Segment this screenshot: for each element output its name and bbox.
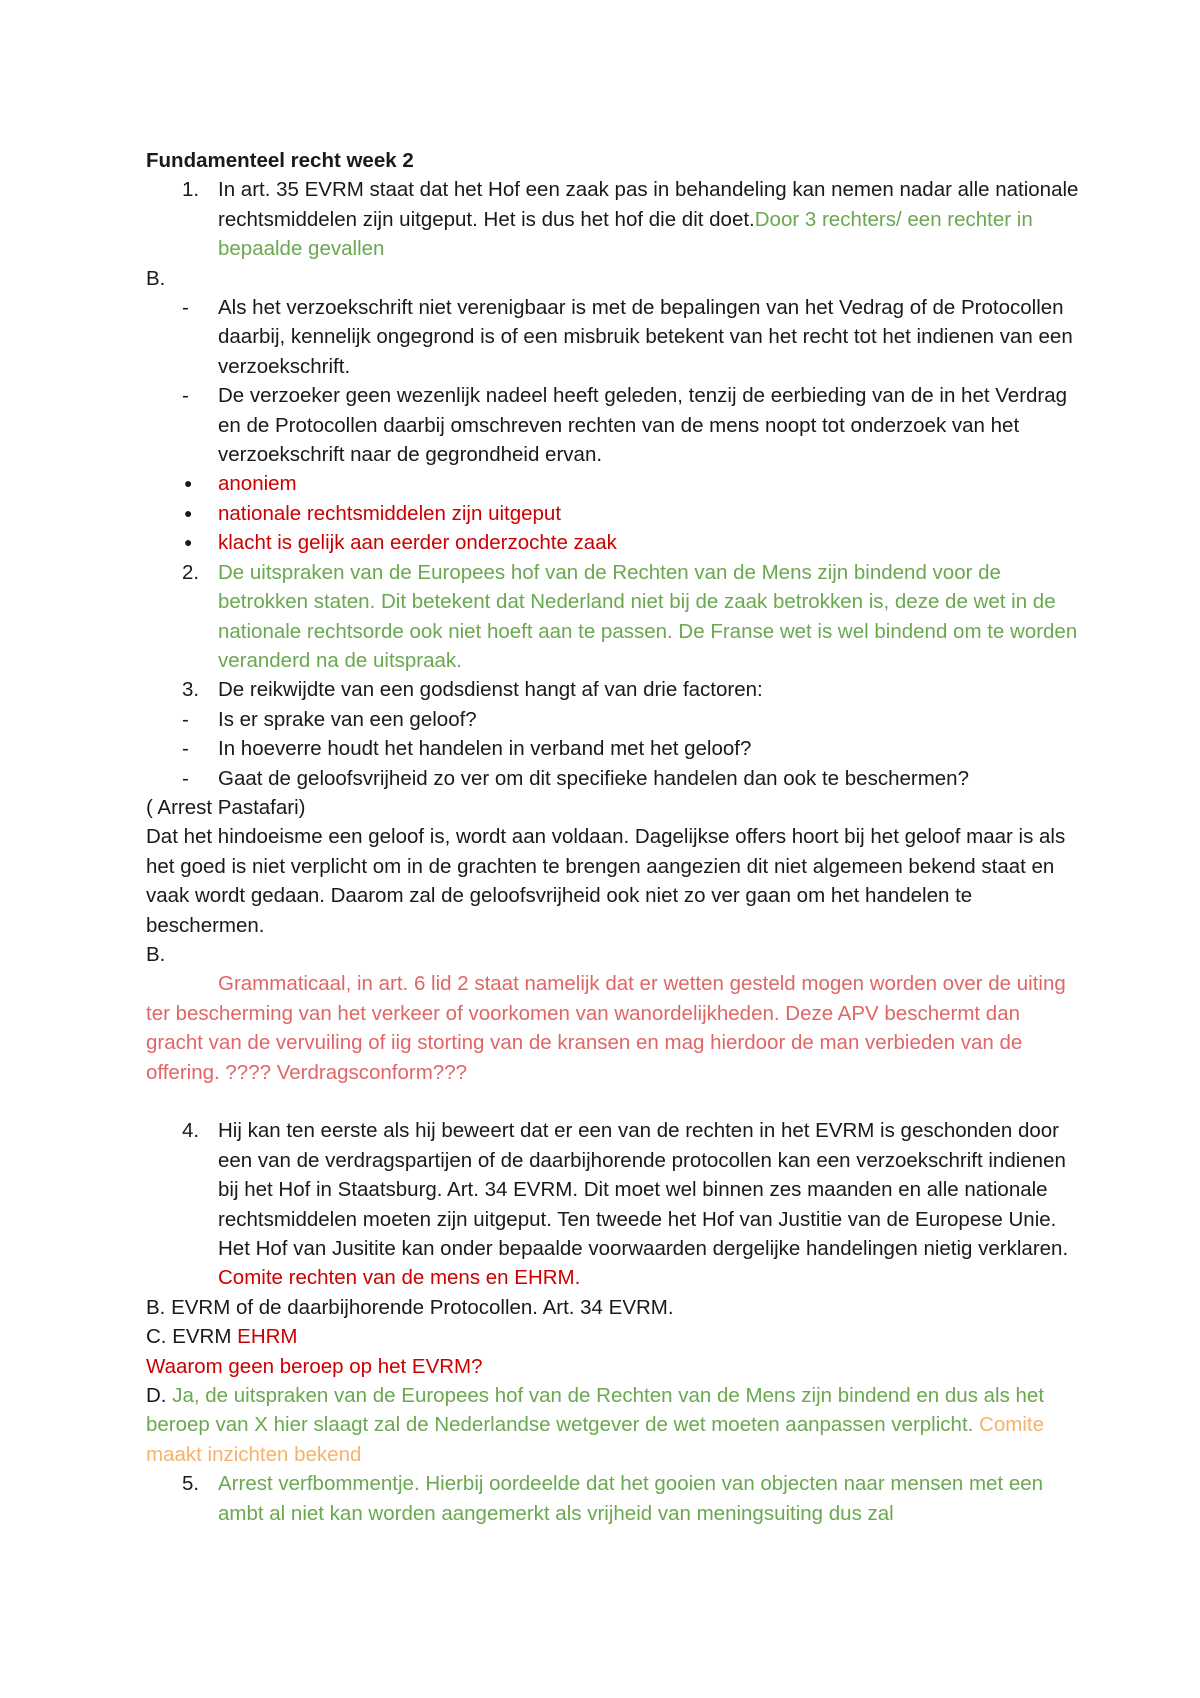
bullet-item-text: anoniem [218,472,297,496]
bullet-item-text: nationale rechtsmiddelen zijn uitgeput [218,501,562,525]
item2-text: De uitspraken van de Europees hof van de Rechten van de Mens zijn bindend voor de betrokken staten. Dit betekent dat Nederland niet bij de zaak betrokken is, deze de wet in de nationale rechtsorde ook niet hoeft aan te passen. De Franse wet is wel bindend om te worden veranderd na de uitspraak. [218,560,1078,672]
dash-marker: - [182,296,189,320]
list-marker: 1. [182,178,200,202]
dash-item [146,734,1080,763]
item3-text: De reikwijdte van een godsdienst hangt af van drie factoren: [218,678,763,702]
list-marker: 2. [182,560,200,584]
answer-d-label: D. [146,1384,167,1408]
dash-item-text: In hoeverre houdt het handelen in verband met het geloof? [218,737,752,761]
answer-d [146,1381,1080,1469]
dash-marker: - [182,737,189,761]
list-item-2 [146,558,1080,676]
list-marker: 5. [182,1472,200,1496]
bullet-icon: ● [184,475,193,492]
dash-item [146,381,1080,469]
bullet-icon: ● [184,534,193,551]
paragraph-grammaticaal: Grammaticaal, in art. 6 lid 2 staat namelijk dat er wetten gesteld mogen worden over de uiting ter bescherming van het verkeer of voorkomen van wanordelijkheden. Deze APV beschermt dan gracht van de vervuiling of iig storting van de kransen en mag hierdoor de man verbieden van de offering. ???? Verdragsconform??? [146,972,1066,1084]
section-b-label: B. [146,942,166,966]
list-item-3 [146,675,1080,704]
item1-comment: Door 3 rechters/ een rechter in bepaalde gevallen [218,207,1033,261]
answer-c-comment: EHRM [237,1325,298,1349]
list-item-5 [146,1469,1080,1528]
answer-b: B. EVRM of de daarbijhorende Protocollen. Art. 34 EVRM. [146,1295,674,1319]
blank-line [146,1087,1080,1116]
dash-item [146,705,1080,734]
dash-marker: - [182,766,189,790]
dash-item [146,293,1080,381]
dash-item-text: Gaat de geloofsvrijheid zo ver om dit specifieke handelen dan ook te beschermen? [218,766,969,790]
arrest-reference: ( Arrest Pastafari) [146,795,306,819]
list-item-1 [146,175,1080,263]
document-title: Fundamenteel recht week 2 [146,149,414,172]
dash-item-text: De verzoeker geen wezenlijk nadeel heeft geleden, tenzij de eerbieding van de in het Verdrag en de Protocollen daarbij omschreven rechten van de mens noopt tot onderzoek van het verzoekschrift naar de gegrondheid ervan. [218,384,1068,467]
bullet-item [146,469,1080,498]
answer-d-comment: Comite maakt inzichten bekend [146,1413,1044,1466]
dash-marker: - [182,707,189,731]
question-line: Waarom geen beroep op het EVRM? [146,1354,483,1378]
dash-item-text: Is er sprake van een geloof? [218,707,477,731]
list-marker: 3. [182,678,200,702]
bullet-item [146,499,1080,528]
paragraph-hindoeisme: Dat het hindoeisme een geloof is, wordt aan voldaan. Dagelijkse offers hoort bij het geloof maar is als het goed is niet verplicht om in de grachten te brengen aangezien dit niet algemeen bekend staat en vaak wordt gedaan. Daarom zal de geloofsvrijheid ook niet zo ver gaan om het handelen te beschermen. [146,825,1066,937]
dash-marker: - [182,384,189,408]
answer-d-text: Ja, de uitspraken van de Europees hof van de Rechten van de Mens zijn bindend en dus als het beroep van X hier slaagt zal de Nederlandse wetgever de wet moeten aanpassen verplicht. [146,1384,1045,1437]
bullet-item-text: klacht is gelijk aan eerder onderzochte zaak [218,531,617,555]
item1-text: In art. 35 EVRM staat dat het Hof een zaak pas in behandeling kan nemen nadar alle nationale rechtsmiddelen zijn uitgeput. Het is dus het hof die dit doet. [218,178,1079,231]
bullet-icon: ● [184,504,193,521]
dash-item-text: Als het verzoekschrift niet verenigbaar is met de bepalingen van het Vedrag of de Protocollen daarbij, kennelijk ongegrond is of een misbruik betekent van het recht tot het indienen van een verzoekschrift. [218,296,1073,378]
answer-c: C. EVRM EHRM [146,1325,298,1349]
dash-item [146,764,1080,793]
item4-text: Hij kan ten eerste als hij beweert dat er een van de rechten in het EVRM is geschonden door een van de verdragspartijen of de daarbijhorende protocollen kan een verzoekschrift indienen bij het Hof in Staatsburg. Art. 34 EVRM. Dit moet wel binnen zes maanden en alle nationale rechtsmiddelen moeten zijn uitgeput. Ten tweede het Hof van Justitie van de Europese Unie. Het Hof van Jusitite kan onder bepaalde voorwaarden dergelijke handelingen nietig verklaren. [218,1119,1069,1261]
item5-text: Arrest verfbommentje. Hierbij oordeelde dat het gooien van objecten naar mensen met een ambt al niet kan worden aangemerkt als vrijheid van meningsuiting dus zal [218,1472,1044,1525]
list-marker: 4. [182,1119,200,1143]
section-b-label: B. [146,266,166,290]
bullet-item [146,528,1080,557]
list-item-4 [146,1116,1080,1292]
item4-comment: Comite rechten van de mens en EHRM. [218,1266,581,1290]
